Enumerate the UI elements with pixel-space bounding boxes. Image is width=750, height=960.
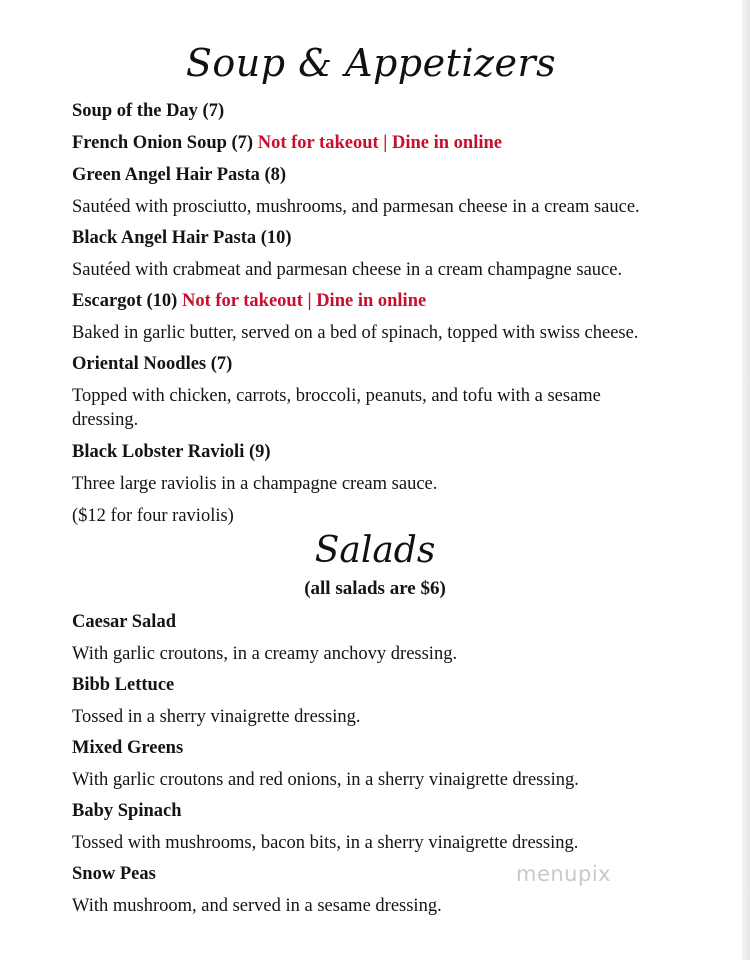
- salad-mixed-greens: [72, 738, 183, 759]
- dish-name: Baby Spinach: [72, 801, 182, 821]
- takeout-note: Not for takeout | Dine in online: [181, 291, 427, 311]
- dish-description: With garlic croutons, in a creamy anchovy dressing.: [72, 644, 458, 664]
- takeout-note: Not for takeout | Dine in online: [257, 133, 502, 153]
- dish-name: Oriental Noodles (7): [72, 354, 233, 374]
- dish-description: With mushroom, and served in a sesame dressing.: [72, 896, 442, 916]
- dish-name: Green Angel Hair Pasta (8): [72, 165, 287, 185]
- dish-name: Mixed Greens: [72, 738, 184, 758]
- dish-name: Black Lobster Ravioli (9): [72, 442, 271, 462]
- dish-french-onion-soup: [72, 133, 502, 154]
- dish-oriental-noodles: [72, 354, 232, 375]
- dish-name: Soup of the Day (7): [72, 101, 225, 121]
- dish-description: Baked in garlic butter, served on a bed of spinach, topped with swiss cheese.: [72, 323, 639, 343]
- dish-name: Snow Peas: [72, 864, 156, 884]
- appetizers-title: Soup & Appetizers: [185, 41, 557, 85]
- dish-black-lobster-ravioli: [72, 442, 271, 463]
- dish-description: Topped with chicken, carrots, broccoli, peanuts, and tofu with a sesame: [72, 386, 601, 406]
- salads-price-note: (all salads are $6): [304, 578, 446, 599]
- dish-soup-of-the-day: [72, 101, 224, 122]
- dish-description: Sautéed with prosciutto, mushrooms, and parmesan cheese in a cream sauce.: [72, 197, 640, 217]
- dish-description-cont: dressing.: [72, 410, 139, 430]
- dish-name: Escargot (10): [72, 291, 178, 311]
- dish-name: Black Angel Hair Pasta (10): [72, 228, 292, 248]
- dish-name: Caesar Salad: [72, 612, 176, 632]
- watermark: menupix: [516, 862, 612, 886]
- page-edge: [742, 0, 750, 960]
- dish-description: Sautéed with crabmeat and parmesan cheese in a cream champagne sauce.: [72, 260, 623, 280]
- salad-baby-spinach: [72, 801, 182, 822]
- salad-caesar: [72, 612, 176, 633]
- dish-name: Bibb Lettuce: [72, 675, 175, 695]
- dish-name: French Onion Soup (7): [72, 133, 254, 153]
- salads-title: Salads: [314, 530, 436, 571]
- dish-escargot: [72, 291, 426, 312]
- dish-description: Three large raviolis in a champagne cream sauce.: [72, 474, 438, 494]
- dish-price-note: ($12 for four raviolis): [72, 506, 234, 526]
- salad-snow-peas: [72, 864, 156, 885]
- dish-description: Tossed with mushrooms, bacon bits, in a sherry vinaigrette dressing.: [72, 833, 579, 853]
- salad-bibb-lettuce: [72, 675, 174, 696]
- dish-description: Tossed in a sherry vinaigrette dressing.: [72, 707, 361, 727]
- dish-description: With garlic croutons and red onions, in a sherry vinaigrette dressing.: [72, 770, 579, 790]
- dish-black-angel-hair-pasta: [72, 228, 292, 249]
- dish-green-angel-hair-pasta: [72, 165, 286, 186]
